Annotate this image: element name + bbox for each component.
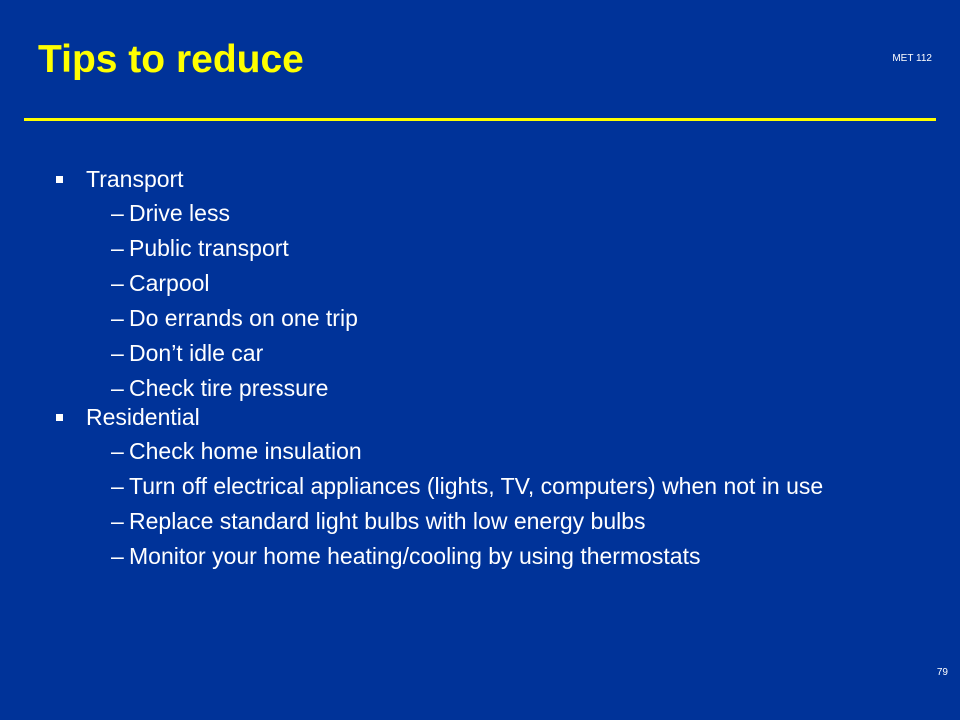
list-item-text: Carpool bbox=[129, 270, 210, 296]
slide-title: Tips to reduce bbox=[38, 38, 304, 81]
page-number: 79 bbox=[936, 667, 948, 678]
transport-tips-list bbox=[50, 196, 890, 400]
list-item-text: Drive less bbox=[129, 200, 230, 226]
dash-bullet-icon: – bbox=[111, 473, 124, 499]
slide-content bbox=[50, 162, 890, 574]
section-label: Residential bbox=[86, 404, 200, 430]
section-residential-heading bbox=[50, 400, 890, 434]
dash-bullet-icon: – bbox=[111, 375, 124, 401]
section-transport-heading bbox=[50, 162, 890, 196]
list-item bbox=[111, 469, 890, 504]
list-item bbox=[111, 231, 890, 266]
list-item bbox=[111, 504, 890, 539]
dash-bullet-icon: – bbox=[111, 508, 124, 534]
dash-bullet-icon: – bbox=[111, 438, 124, 464]
dash-bullet-icon: – bbox=[111, 235, 124, 261]
dash-bullet-icon: – bbox=[111, 200, 124, 226]
list-item bbox=[111, 539, 890, 574]
list-item-text: Public transport bbox=[129, 235, 289, 261]
list-item-text: Monitor your home heating/cooling by using thermostats bbox=[129, 543, 701, 569]
list-item-text: Do errands on one trip bbox=[129, 305, 358, 331]
list-item bbox=[111, 434, 890, 469]
section-label: Transport bbox=[86, 166, 184, 192]
list-item-text: Check tire pressure bbox=[129, 375, 329, 401]
title-underline bbox=[24, 118, 936, 121]
course-code: MET 112 bbox=[892, 53, 932, 64]
section-transport bbox=[50, 162, 890, 400]
list-item bbox=[111, 336, 890, 371]
square-bullet-icon bbox=[56, 414, 63, 421]
list-item bbox=[111, 196, 890, 231]
square-bullet-icon bbox=[56, 176, 63, 183]
list-item bbox=[111, 371, 890, 400]
dash-bullet-icon: – bbox=[111, 543, 124, 569]
list-item-text: Don’t idle car bbox=[129, 340, 264, 366]
list-item-text: Check home insulation bbox=[129, 438, 362, 464]
list-item-text: Replace standard light bulbs with low energy bulbs bbox=[129, 508, 646, 534]
dash-bullet-icon: – bbox=[111, 270, 124, 296]
section-residential bbox=[50, 400, 890, 574]
dash-bullet-icon: – bbox=[111, 305, 124, 331]
list-item bbox=[111, 301, 890, 336]
residential-tips-list bbox=[50, 434, 890, 574]
list-item bbox=[111, 266, 890, 301]
dash-bullet-icon: – bbox=[111, 340, 124, 366]
list-item-text: Turn off electrical appliances (lights, TV, computers) when not in use bbox=[129, 473, 824, 499]
